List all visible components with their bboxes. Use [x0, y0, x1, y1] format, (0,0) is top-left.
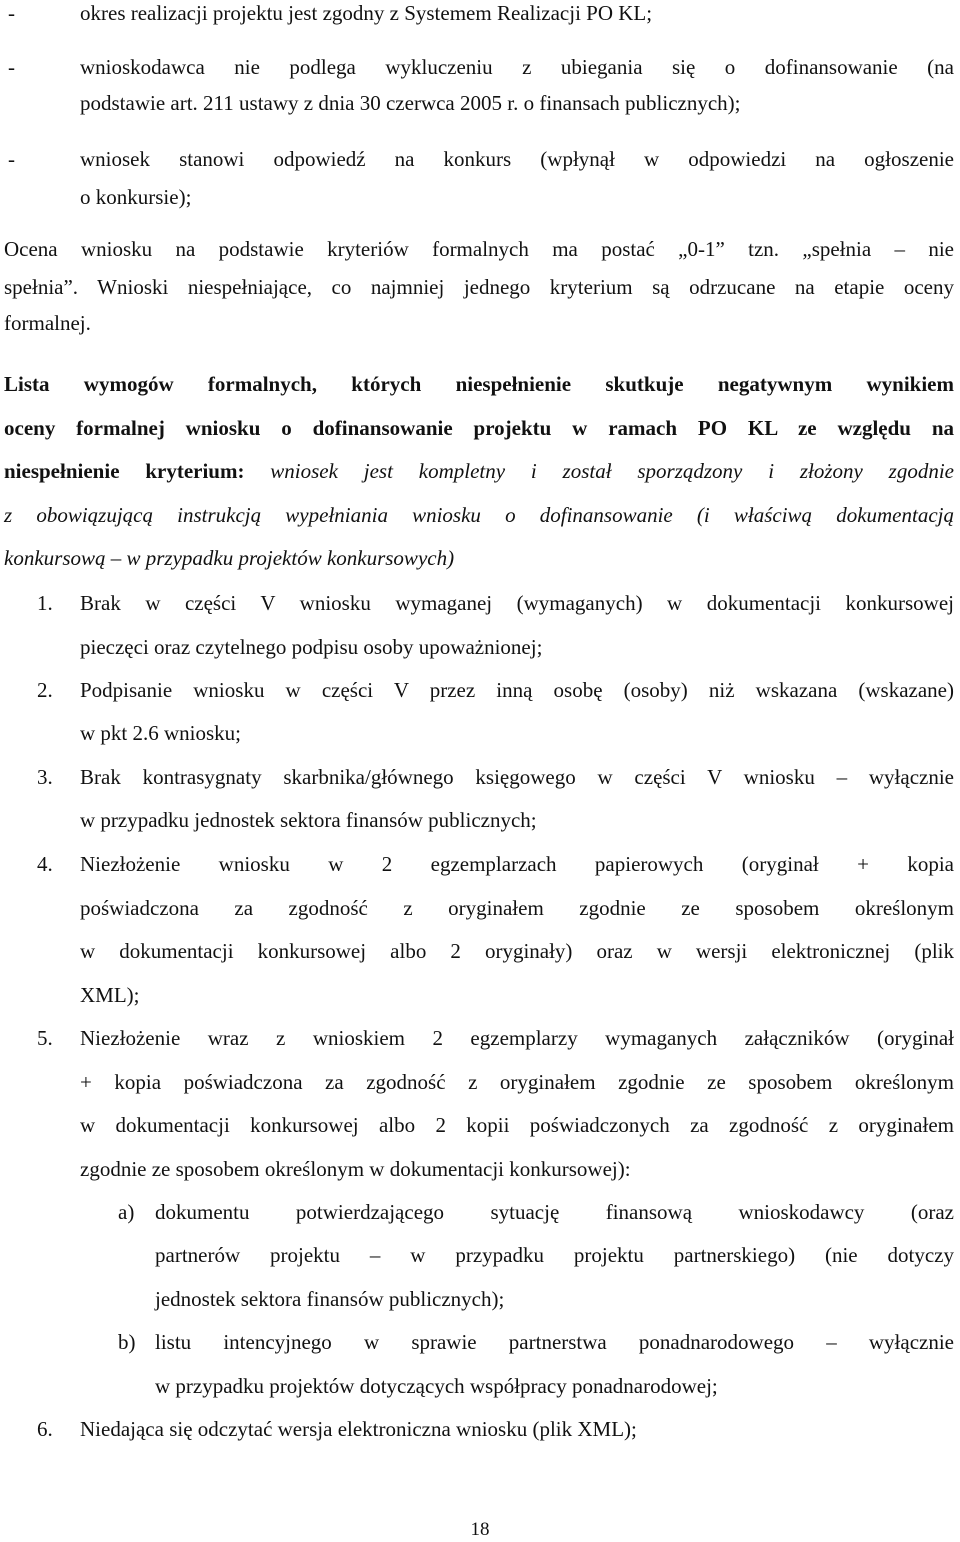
heading-mixed-line — [4, 458, 954, 484]
heading-bold-part: niespełnienie kryterium: — [4, 459, 245, 483]
item-number: 1. — [37, 591, 53, 615]
paragraph-line: formalnej. — [4, 311, 91, 335]
subitem-line: partnerów projektu – w przypadku projektu partnerskiego) (nie dotyczy — [155, 1243, 954, 1267]
heading-line: z obowiązującą instrukcją wypełniania wniosku o dofinansowanie (i właściwą dokumentacją — [4, 503, 954, 527]
bullet-line: podstawie art. 211 ustawy z dnia 30 czerwca 2005 r. o finansach publicznych); — [80, 91, 741, 115]
bullet-line: okres realizacji projektu jest zgodny z Systemem Realizacji PO KL; — [80, 1, 653, 25]
paragraph-line: Ocena wniosku na podstawie kryteriów formalnych ma postać „0-1” tzn. „spełnia – nie — [4, 237, 954, 261]
list-item-line: Niezłożenie wraz z wnioskiem 2 egzemplarzy wymaganych załączników (oryginał — [80, 1026, 954, 1050]
list-item-line: Niezłożenie wniosku w 2 egzemplarzach papierowych (oryginał + kopia — [80, 852, 954, 876]
item-number: 3. — [37, 765, 53, 789]
list-item-line: XML); — [80, 983, 140, 1007]
list-item-line: pieczęci oraz czytelnego podpisu osoby upoważnionej; — [80, 635, 543, 659]
list-item-line: poświadczona za zgodność z oryginałem zgodnie ze sposobem określonym — [80, 896, 954, 920]
bullet-marker: - — [8, 55, 15, 79]
list-item-line: + kopia poświadczona za zgodność z oryginałem zgodnie ze sposobem określonym — [80, 1070, 954, 1094]
heading-line: oceny formalnej wniosku o dofinansowanie projektu w ramach PO KL ze względu na — [4, 416, 954, 440]
bullet-marker: - — [8, 147, 15, 171]
item-number: 4. — [37, 852, 53, 876]
item-number: 6. — [37, 1417, 53, 1441]
subitem-line: w przypadku projektów dotyczących współpracy ponadnarodowej; — [155, 1374, 718, 1398]
list-item-line: w dokumentacji konkursowej albo 2 oryginały) oraz w wersji elektronicznej (plik — [80, 939, 954, 963]
list-item-line: w przypadku jednostek sektora finansów publicznych; — [80, 808, 537, 832]
list-item-line: w pkt 2.6 wniosku; — [80, 721, 242, 745]
list-item-line: Podpisanie wniosku w części V przez inną osobę (osoby) niż wskazana (wskazane) — [80, 678, 954, 702]
list-item-line: zgodnie ze sposobem określonym w dokumentacji konkursowej): — [80, 1157, 631, 1181]
heading-italic-part: wniosek jest kompletny i został sporządzony i złożony zgodnie — [270, 459, 954, 483]
item-number: 5. — [37, 1026, 53, 1050]
bullet-marker: - — [8, 1, 15, 25]
bullet-line: wnioskodawca nie podlega wykluczeniu z ubiegania się o dofinansowanie (na — [80, 55, 954, 79]
heading-line: Lista wymogów formalnych, których niespełnienie skutkuje negatywnym wynikiem — [4, 372, 954, 396]
list-item-line: w dokumentacji konkursowej albo 2 kopii poświadczonych za zgodność z oryginałem — [80, 1113, 954, 1137]
subitem-letter: b) — [118, 1330, 136, 1354]
bullet-line: o konkursie); — [80, 185, 192, 209]
subitem-line: listu intencyjnego w sprawie partnerstwa ponadnarodowego – wyłącznie — [155, 1330, 954, 1354]
heading-line: konkursową – w przypadku projektów konkursowych) — [4, 546, 455, 570]
list-item-line: Niedająca się odczytać wersja elektroniczna wniosku (plik XML); — [80, 1417, 637, 1441]
item-number: 2. — [37, 678, 53, 702]
list-item-line: Brak kontrasygnaty skarbnika/głównego księgowego w części V wniosku – wyłącznie — [80, 765, 954, 789]
subitem-line: jednostek sektora finansów publicznych); — [155, 1287, 505, 1311]
subitem-letter: a) — [118, 1200, 135, 1224]
list-item-line: Brak w części V wniosku wymaganej (wymaganych) w dokumentacji konkursowej — [80, 591, 954, 615]
page-number: 18 — [470, 1519, 490, 1540]
bullet-line: wniosek stanowi odpowiedź na konkurs (wpłynął w odpowiedzi na ogłoszenie — [80, 147, 954, 171]
subitem-line: dokumentu potwierdzającego sytuację finansową wnioskodawcy (oraz — [155, 1200, 954, 1224]
paragraph-line: spełnia”. Wnioski niespełniające, co najmniej jednego kryterium są odrzucane na etapie oceny — [4, 275, 954, 299]
